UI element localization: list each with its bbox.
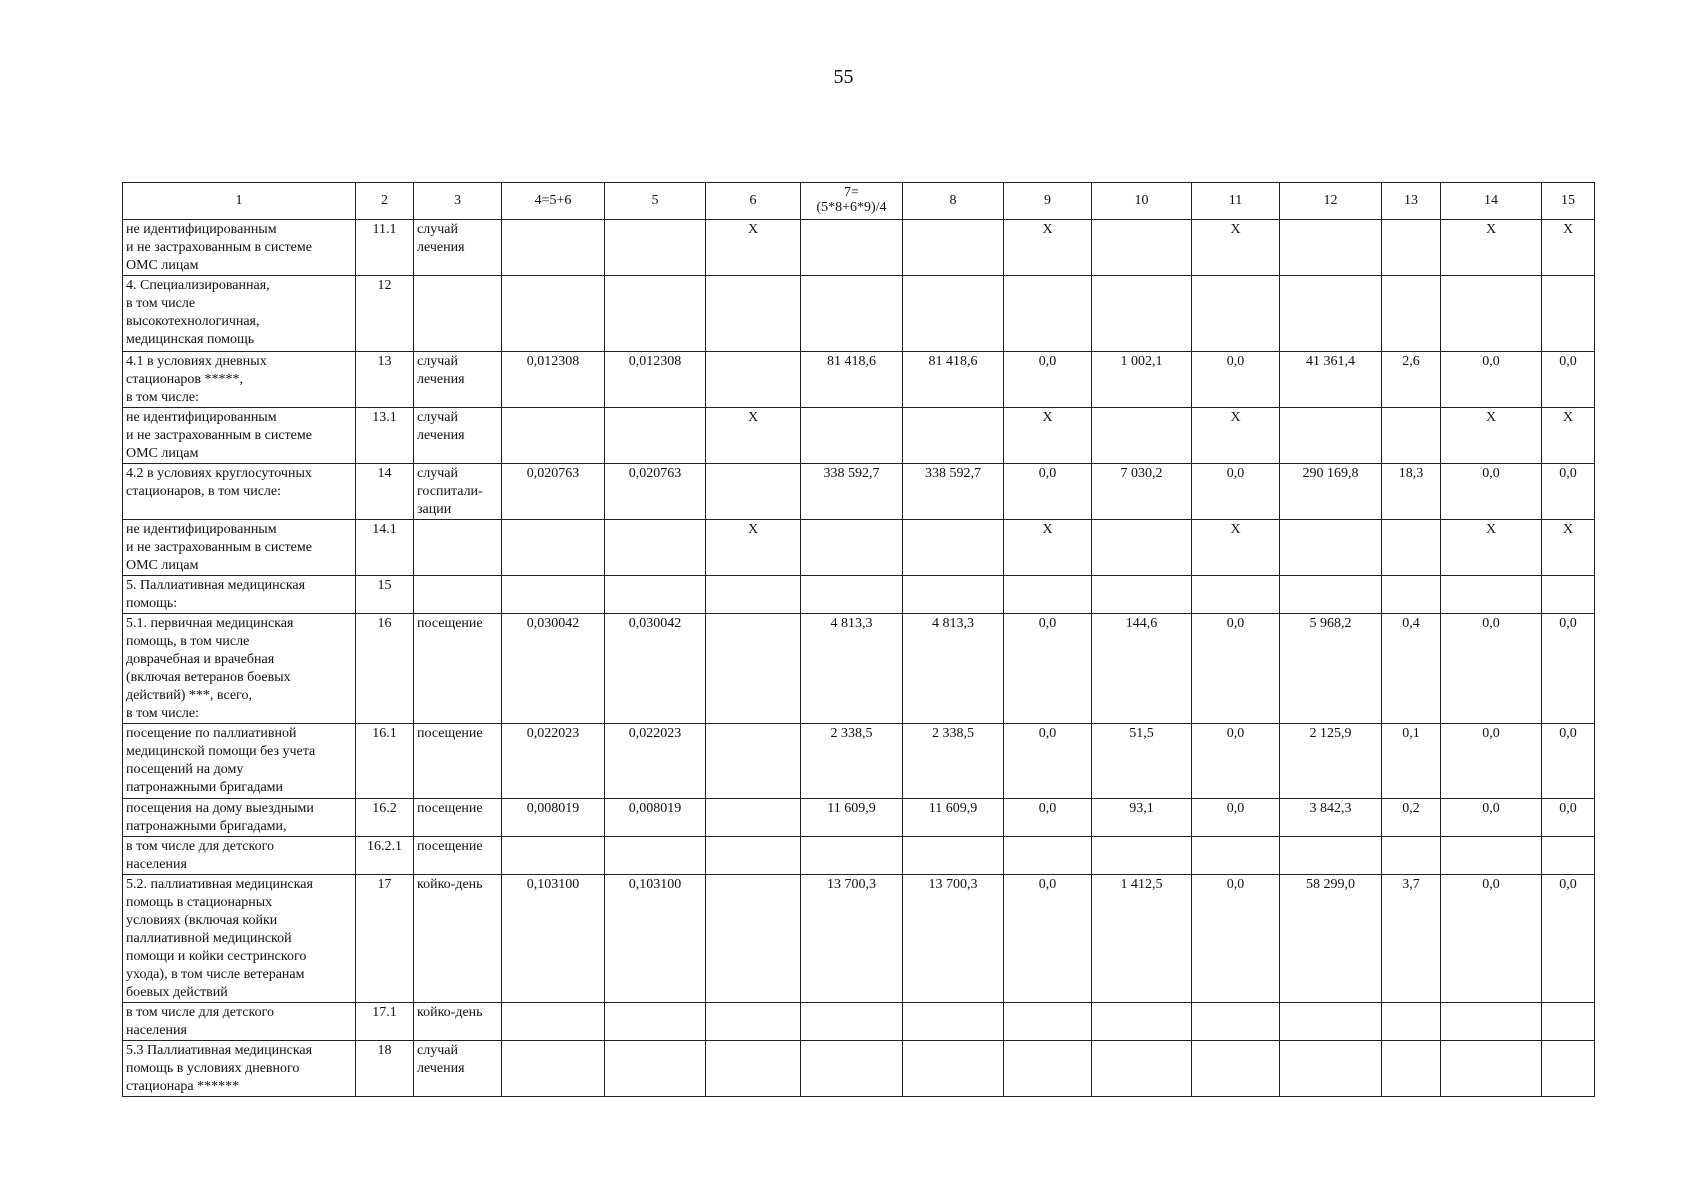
- value-cell-col-9: X: [1004, 520, 1092, 576]
- value-cell-col-5: [605, 1041, 706, 1097]
- table-row: [123, 614, 1595, 724]
- column-header-label: 8: [949, 193, 957, 208]
- value-cell-col-10: [1092, 220, 1192, 276]
- column-header-label: 11: [1228, 193, 1243, 208]
- value-cell-col-12: 41 361,4: [1280, 352, 1382, 408]
- row-name-cell: в том числе для детского населения: [123, 1003, 356, 1041]
- column-header-label: 14: [1484, 193, 1498, 208]
- value-cell-col-14: 0,0: [1441, 614, 1542, 724]
- value-cell-col-4: [502, 220, 605, 276]
- column-header-6: [706, 183, 801, 220]
- value-cell-col-8: [903, 276, 1004, 352]
- value-cell-col-6: [706, 576, 801, 614]
- unit-cell: койко-день: [414, 875, 502, 1003]
- value-cell-col-10: [1092, 520, 1192, 576]
- table-row: [123, 576, 1595, 614]
- table-row: [123, 464, 1595, 520]
- value-cell-col-4: 0,022023: [502, 724, 605, 799]
- table-row: [123, 724, 1595, 799]
- value-cell-col-8: 81 418,6: [903, 352, 1004, 408]
- value-cell-col-5: 0,012308: [605, 352, 706, 408]
- value-cell-col-11: 0,0: [1192, 875, 1280, 1003]
- row-name-cell: 5. Паллиативная медицинская помощь:: [123, 576, 356, 614]
- value-cell-col-9: X: [1004, 408, 1092, 464]
- table-row: [123, 1041, 1595, 1097]
- value-cell-col-14: 0,0: [1441, 875, 1542, 1003]
- value-cell-col-11: X: [1192, 220, 1280, 276]
- value-cell-col-14: [1441, 837, 1542, 875]
- value-cell-col-4: [502, 276, 605, 352]
- unit-cell: посещение: [414, 724, 502, 799]
- unit-cell: случай лечения: [414, 352, 502, 408]
- value-cell-col-7: [801, 520, 903, 576]
- value-cell-col-9: [1004, 1041, 1092, 1097]
- row-number-cell: 17.1: [356, 1003, 414, 1041]
- value-cell-col-5: 0,103100: [605, 875, 706, 1003]
- column-header-4: [502, 183, 605, 220]
- value-cell-col-13: [1382, 1003, 1441, 1041]
- value-cell-col-11: [1192, 1003, 1280, 1041]
- value-cell-col-11: 0,0: [1192, 352, 1280, 408]
- value-cell-col-7: 13 700,3: [801, 875, 903, 1003]
- value-cell-col-12: [1280, 837, 1382, 875]
- column-header-label: 1: [235, 193, 243, 208]
- value-cell-col-13: [1382, 408, 1441, 464]
- unit-cell: [414, 276, 502, 352]
- page-number: 55: [833, 66, 854, 88]
- unit-cell: койко-день: [414, 1003, 502, 1041]
- value-cell-col-15: 0,0: [1542, 875, 1595, 1003]
- column-header-12: [1280, 183, 1382, 220]
- value-cell-col-7: [801, 576, 903, 614]
- column-header-2: [356, 183, 414, 220]
- value-cell-col-5: [605, 520, 706, 576]
- value-cell-col-11: 0,0: [1192, 724, 1280, 799]
- value-cell-col-10: [1092, 1041, 1192, 1097]
- row-number-cell: 18: [356, 1041, 414, 1097]
- value-cell-col-12: 5 968,2: [1280, 614, 1382, 724]
- column-header-label: 7= (5*8+6*9)/4: [816, 185, 887, 215]
- value-cell-col-10: [1092, 837, 1192, 875]
- value-cell-col-8: [903, 576, 1004, 614]
- value-cell-col-13: 18,3: [1382, 464, 1441, 520]
- value-cell-col-13: 3,7: [1382, 875, 1441, 1003]
- value-cell-col-6: X: [706, 220, 801, 276]
- value-cell-col-9: [1004, 1003, 1092, 1041]
- value-cell-col-15: X: [1542, 520, 1595, 576]
- value-cell-col-12: [1280, 520, 1382, 576]
- value-cell-col-12: 3 842,3: [1280, 799, 1382, 837]
- row-name-cell: в том числе для детского населения: [123, 837, 356, 875]
- row-name-cell: 5.1. первичная медицинская помощь, в том числе доврачебная и врачебная (включая ветеранов боевых действий) ***, всего, в том числе:: [123, 614, 356, 724]
- value-cell-col-10: [1092, 276, 1192, 352]
- value-cell-col-10: [1092, 576, 1192, 614]
- value-cell-col-7: [801, 276, 903, 352]
- value-cell-col-6: [706, 614, 801, 724]
- value-cell-col-13: [1382, 520, 1441, 576]
- value-cell-col-8: [903, 520, 1004, 576]
- unit-cell: случай лечения: [414, 1041, 502, 1097]
- value-cell-col-8: [903, 408, 1004, 464]
- value-cell-col-8: [903, 837, 1004, 875]
- value-cell-col-14: X: [1441, 408, 1542, 464]
- value-cell-col-14: [1441, 1041, 1542, 1097]
- row-name-cell: 4.2 в условиях круглосуточных стационаров, в том числе:: [123, 464, 356, 520]
- value-cell-col-15: [1542, 1041, 1595, 1097]
- value-cell-col-11: X: [1192, 520, 1280, 576]
- value-cell-col-15: 0,0: [1542, 614, 1595, 724]
- value-cell-col-5: [605, 576, 706, 614]
- value-cell-col-6: X: [706, 408, 801, 464]
- value-cell-col-14: 0,0: [1441, 724, 1542, 799]
- value-cell-col-5: 0,008019: [605, 799, 706, 837]
- unit-cell: случай лечения: [414, 408, 502, 464]
- value-cell-col-11: 0,0: [1192, 464, 1280, 520]
- value-cell-col-10: [1092, 1003, 1192, 1041]
- row-number-cell: 16.1: [356, 724, 414, 799]
- value-cell-col-8: 11 609,9: [903, 799, 1004, 837]
- value-cell-col-6: [706, 724, 801, 799]
- header-row: [123, 183, 1595, 220]
- value-cell-col-8: 2 338,5: [903, 724, 1004, 799]
- value-cell-col-14: [1441, 276, 1542, 352]
- value-cell-col-13: [1382, 837, 1441, 875]
- column-header-10: [1092, 183, 1192, 220]
- value-cell-col-8: [903, 1041, 1004, 1097]
- value-cell-col-15: [1542, 837, 1595, 875]
- column-header-label: 3: [454, 193, 461, 208]
- value-cell-col-8: [903, 220, 1004, 276]
- data-table: [122, 182, 1595, 1097]
- value-cell-col-13: 2,6: [1382, 352, 1441, 408]
- column-header-14: [1441, 183, 1542, 220]
- value-cell-col-11: [1192, 576, 1280, 614]
- value-cell-col-15: [1542, 1003, 1595, 1041]
- value-cell-col-13: [1382, 220, 1441, 276]
- table-row: [123, 276, 1595, 352]
- row-number-cell: 13.1: [356, 408, 414, 464]
- column-header-13: [1382, 183, 1441, 220]
- row-name-cell: 4.1 в условиях дневных стационаров *****, в том числе:: [123, 352, 356, 408]
- value-cell-col-4: 0,020763: [502, 464, 605, 520]
- value-cell-col-9: 0,0: [1004, 724, 1092, 799]
- value-cell-col-7: [801, 837, 903, 875]
- value-cell-col-5: 0,030042: [605, 614, 706, 724]
- row-number-cell: 12: [356, 276, 414, 352]
- column-header-label: 5: [651, 193, 659, 208]
- value-cell-col-6: [706, 1041, 801, 1097]
- value-cell-col-15: X: [1542, 408, 1595, 464]
- unit-cell: посещение: [414, 799, 502, 837]
- value-cell-col-6: [706, 799, 801, 837]
- value-cell-col-13: [1382, 276, 1441, 352]
- value-cell-col-13: 0,4: [1382, 614, 1441, 724]
- value-cell-col-11: [1192, 1041, 1280, 1097]
- column-header-label: 10: [1134, 193, 1149, 208]
- value-cell-col-12: [1280, 220, 1382, 276]
- row-number-cell: 14.1: [356, 520, 414, 576]
- value-cell-col-10: 93,1: [1092, 799, 1192, 837]
- value-cell-col-4: [502, 1003, 605, 1041]
- value-cell-col-14: 0,0: [1441, 799, 1542, 837]
- table-row: [123, 520, 1595, 576]
- column-header-label: 2: [381, 193, 388, 208]
- value-cell-col-8: 338 592,7: [903, 464, 1004, 520]
- row-name-cell: 5.2. паллиативная медицинская помощь в стационарных условиях (включая койки паллиативной медицинской помощи и койки сестринского ухода), в том числе ветеранам боевых действий: [123, 875, 356, 1003]
- value-cell-col-4: 0,012308: [502, 352, 605, 408]
- row-number-cell: 16: [356, 614, 414, 724]
- value-cell-col-10: 51,5: [1092, 724, 1192, 799]
- value-cell-col-15: X: [1542, 220, 1595, 276]
- value-cell-col-4: [502, 520, 605, 576]
- column-header-11: [1192, 183, 1280, 220]
- column-header-label: 4=5+6: [534, 193, 572, 208]
- value-cell-col-5: [605, 837, 706, 875]
- value-cell-col-10: 7 030,2: [1092, 464, 1192, 520]
- column-header-label: 6: [749, 193, 757, 208]
- value-cell-col-9: 0,0: [1004, 614, 1092, 724]
- value-cell-col-10: 1 002,1: [1092, 352, 1192, 408]
- value-cell-col-4: 0,030042: [502, 614, 605, 724]
- value-cell-col-9: [1004, 576, 1092, 614]
- value-cell-col-9: 0,0: [1004, 352, 1092, 408]
- value-cell-col-15: [1542, 276, 1595, 352]
- table-row: [123, 1003, 1595, 1041]
- row-name-cell: 5.3 Паллиативная медицинская помощь в условиях дневного стационара ******: [123, 1041, 356, 1097]
- value-cell-col-8: 13 700,3: [903, 875, 1004, 1003]
- value-cell-col-12: [1280, 276, 1382, 352]
- value-cell-col-12: [1280, 1003, 1382, 1041]
- value-cell-col-9: 0,0: [1004, 464, 1092, 520]
- column-header-8: [903, 183, 1004, 220]
- row-name-cell: посещение по паллиативной медицинской помощи без учета посещений на дому патронажными бригадами: [123, 724, 356, 799]
- value-cell-col-12: [1280, 408, 1382, 464]
- value-cell-col-4: [502, 408, 605, 464]
- table-body: [123, 220, 1595, 1097]
- value-cell-col-5: [605, 276, 706, 352]
- column-header-label: 12: [1323, 193, 1338, 208]
- value-cell-col-6: [706, 1003, 801, 1041]
- value-cell-col-13: 0,1: [1382, 724, 1441, 799]
- value-cell-col-7: [801, 1003, 903, 1041]
- column-header-5: [605, 183, 706, 220]
- value-cell-col-7: [801, 408, 903, 464]
- value-cell-col-12: [1280, 576, 1382, 614]
- value-cell-col-11: 0,0: [1192, 614, 1280, 724]
- value-cell-col-13: [1382, 576, 1441, 614]
- unit-cell: [414, 576, 502, 614]
- value-cell-col-15: [1542, 576, 1595, 614]
- unit-cell: случай лечения: [414, 220, 502, 276]
- value-cell-col-6: [706, 875, 801, 1003]
- value-cell-col-14: [1441, 1003, 1542, 1041]
- value-cell-col-15: 0,0: [1542, 799, 1595, 837]
- value-cell-col-6: [706, 464, 801, 520]
- unit-cell: посещение: [414, 614, 502, 724]
- value-cell-col-12: 2 125,9: [1280, 724, 1382, 799]
- value-cell-col-5: 0,022023: [605, 724, 706, 799]
- value-cell-col-7: [801, 1041, 903, 1097]
- value-cell-col-11: [1192, 837, 1280, 875]
- row-name-cell: не идентифицированным и не застрахованным в системе ОМС лицам: [123, 220, 356, 276]
- table-row: [123, 875, 1595, 1003]
- value-cell-col-4: 0,008019: [502, 799, 605, 837]
- value-cell-col-10: 1 412,5: [1092, 875, 1192, 1003]
- value-cell-col-14: X: [1441, 220, 1542, 276]
- table-row: [123, 352, 1595, 408]
- value-cell-col-14: 0,0: [1441, 464, 1542, 520]
- value-cell-col-12: 58 299,0: [1280, 875, 1382, 1003]
- value-cell-col-5: [605, 1003, 706, 1041]
- value-cell-col-6: [706, 276, 801, 352]
- value-cell-col-11: 0,0: [1192, 799, 1280, 837]
- table-row: [123, 837, 1595, 875]
- value-cell-col-15: 0,0: [1542, 464, 1595, 520]
- unit-cell: [414, 520, 502, 576]
- row-number-cell: 14: [356, 464, 414, 520]
- value-cell-col-9: [1004, 837, 1092, 875]
- row-number-cell: 17: [356, 875, 414, 1003]
- row-number-cell: 16.2: [356, 799, 414, 837]
- value-cell-col-5: 0,020763: [605, 464, 706, 520]
- unit-cell: посещение: [414, 837, 502, 875]
- value-cell-col-4: [502, 576, 605, 614]
- value-cell-col-9: 0,0: [1004, 875, 1092, 1003]
- column-header-1: [123, 183, 356, 220]
- value-cell-col-6: X: [706, 520, 801, 576]
- value-cell-col-14: X: [1441, 520, 1542, 576]
- row-number-cell: 13: [356, 352, 414, 408]
- value-cell-col-6: [706, 352, 801, 408]
- value-cell-col-15: 0,0: [1542, 352, 1595, 408]
- value-cell-col-7: 338 592,7: [801, 464, 903, 520]
- row-number-cell: 11.1: [356, 220, 414, 276]
- value-cell-col-10: [1092, 408, 1192, 464]
- value-cell-col-15: 0,0: [1542, 724, 1595, 799]
- unit-cell: случай госпитали- зации: [414, 464, 502, 520]
- value-cell-col-13: 0,2: [1382, 799, 1441, 837]
- value-cell-col-7: 81 418,6: [801, 352, 903, 408]
- value-cell-col-9: 0,0: [1004, 799, 1092, 837]
- value-cell-col-7: 2 338,5: [801, 724, 903, 799]
- column-header-3: [414, 183, 502, 220]
- row-name-cell: посещения на дому выездными патронажными бригадами,: [123, 799, 356, 837]
- value-cell-col-8: 4 813,3: [903, 614, 1004, 724]
- table-row: [123, 220, 1595, 276]
- value-cell-col-6: [706, 837, 801, 875]
- value-cell-col-9: X: [1004, 220, 1092, 276]
- value-cell-col-5: [605, 408, 706, 464]
- table-row: [123, 799, 1595, 837]
- row-name-cell: не идентифицированным и не застрахованным в системе ОМС лицам: [123, 408, 356, 464]
- table-row: [123, 408, 1595, 464]
- value-cell-col-4: [502, 837, 605, 875]
- column-header-9: [1004, 183, 1092, 220]
- value-cell-col-12: [1280, 1041, 1382, 1097]
- value-cell-col-5: [605, 220, 706, 276]
- row-number-cell: 15: [356, 576, 414, 614]
- value-cell-col-11: X: [1192, 408, 1280, 464]
- value-cell-col-8: [903, 1003, 1004, 1041]
- value-cell-col-7: 11 609,9: [801, 799, 903, 837]
- value-cell-col-12: 290 169,8: [1280, 464, 1382, 520]
- row-name-cell: 4. Специализированная, в том числе высокотехнологичная, медицинская помощь: [123, 276, 356, 352]
- value-cell-col-7: 4 813,3: [801, 614, 903, 724]
- value-cell-col-13: [1382, 1041, 1441, 1097]
- value-cell-col-9: [1004, 276, 1092, 352]
- column-header-15: [1542, 183, 1595, 220]
- value-cell-col-7: [801, 220, 903, 276]
- value-cell-col-10: 144,6: [1092, 614, 1192, 724]
- column-header-label: 9: [1044, 193, 1051, 208]
- column-header-label: 13: [1404, 193, 1418, 208]
- value-cell-col-14: [1441, 576, 1542, 614]
- value-cell-col-11: [1192, 276, 1280, 352]
- value-cell-col-4: 0,103100: [502, 875, 605, 1003]
- column-header-label: 15: [1561, 193, 1575, 208]
- row-number-cell: 16.2.1: [356, 837, 414, 875]
- row-name-cell: не идентифицированным и не застрахованным в системе ОМС лицам: [123, 520, 356, 576]
- value-cell-col-14: 0,0: [1441, 352, 1542, 408]
- column-header-7: [801, 183, 903, 220]
- value-cell-col-4: [502, 1041, 605, 1097]
